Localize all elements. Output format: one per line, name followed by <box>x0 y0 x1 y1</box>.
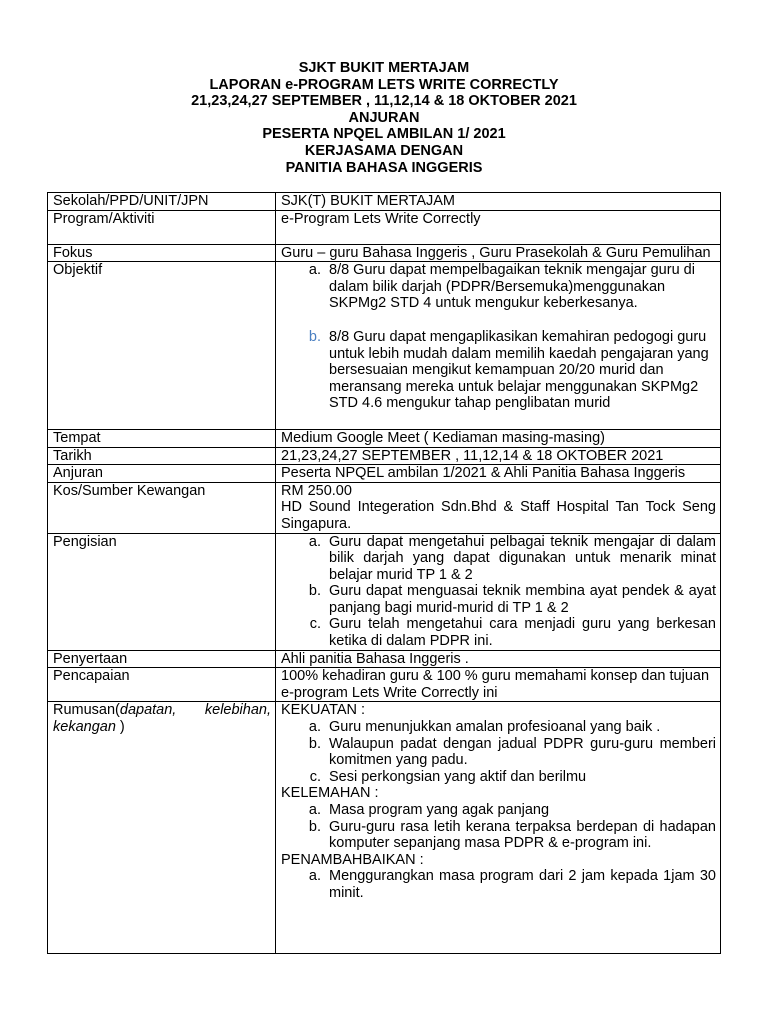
value-fokus: Guru – guru Bahasa Inggeris , Guru Prasekolah & Guru Pemulihan <box>276 244 721 262</box>
row-rumusan <box>48 702 721 954</box>
rumusan-label-italic: dapatan, kelebihan, kekangan <box>53 702 271 736</box>
row-fokus <box>48 244 721 262</box>
row-pencapaian <box>48 668 721 702</box>
label-tempat: Tempat <box>48 429 276 447</box>
report-table <box>47 192 721 954</box>
school-name: SJKT BUKIT MERTAJAM <box>298 60 470 76</box>
value-rumusan <box>276 702 721 954</box>
value-kos <box>276 482 721 533</box>
kekuatan-item-c: c. Sesi perkongsian yang aktif dan berilmu <box>325 769 716 786</box>
pengisian-item-b: b. Guru dapat menguasai teknik membina ayat pendek & ayat panjang bagi murid-murid di TP 1 & 2 <box>325 583 716 616</box>
label-penyertaan: Penyertaan <box>48 650 276 668</box>
report-title: LAPORAN e-PROGRAM LETS WRITE CORRECTLY <box>209 76 559 93</box>
row-pengisian <box>48 533 721 650</box>
report-header <box>0 60 768 176</box>
label-tarikh: Tarikh <box>48 447 276 465</box>
report-dates: 21,23,24,27 SEPTEMBER , 11,12,14 & 18 OKTOBER 2021 <box>191 93 577 110</box>
row-tempat <box>48 429 721 447</box>
objektif-item-b: b. 8/8 Guru dapat mengaplikasikan kemahiran pedogogi guru untuk lebih mudah dalam memilih kaedah pengajaran yang bersesuaian mengikut kemampuan 20/20 murid dan meransang mereka untuk belajar menggunakan SKPMg2 STD 4.6 mengukur tahap penglibatan murid <box>325 329 716 412</box>
pengisian-list <box>281 534 716 650</box>
label-program: Program/Aktiviti <box>48 210 276 244</box>
penambahbaikan-heading: PENAMBAHBAIKAN : <box>281 851 424 868</box>
collaboration-heading: KERJASAMA DENGAN <box>304 142 464 159</box>
value-objektif <box>276 262 721 430</box>
row-objektif <box>48 262 721 430</box>
value-program: e-Program Lets Write Correctly <box>276 210 721 244</box>
kelemahan-item-b: b. Guru-guru rasa letih kerana terpaksa berdepan di hadapan komputer sepanjang masa PDPR & e-program ini. <box>325 819 716 852</box>
objektif-list <box>281 262 716 412</box>
kelemahan-heading: KELEMAHAN : <box>281 785 379 802</box>
rumusan-label-main: Rumusan( <box>53 702 120 719</box>
penambahbaikan-item-a: a. Menggurangkan masa program dari 2 jam kepada 1jam 30 minit. <box>325 868 716 901</box>
kos-sponsor: HD Sound Integeration Sdn.Bhd & Staff Hospital Tan Tock Seng Singapura. <box>281 499 716 532</box>
row-anjuran <box>48 465 721 483</box>
kekuatan-item-b: b. Walaupun padat dengan jadual PDPR guru-guru memberi komitmen yang padu. <box>325 736 716 769</box>
label-fokus: Fokus <box>48 244 276 262</box>
organizer-heading: ANJURAN <box>348 109 420 126</box>
label-rumusan <box>48 702 276 954</box>
objektif-item-a: a. 8/8 Guru dapat mempelbagaikan teknik mengajar guru di dalam bilik darjah (PDPR/Bersemuka)menggunakan SKPMg2 STD 4 untuk mengukur keberkesanya. <box>325 262 716 312</box>
value-anjuran: Peserta NPQEL ambilan 1/2021 & Ahli Panitia Bahasa Inggeris <box>276 465 721 483</box>
kelemahan-item-a: a. Masa program yang agak panjang <box>325 802 716 819</box>
pengisian-item-a: a. Guru dapat mengetahui pelbagai teknik mengajar di dalam bilik darjah yang dapat digunakan untuk menarik minat belajar murid TP 1 & 2 <box>325 534 716 584</box>
value-pencapaian: 100% kehadiran guru & 100 % guru memahami konsep dan tujuan e-program Lets Write Correctly ini <box>276 668 721 702</box>
label-pengisian: Pengisian <box>48 533 276 650</box>
kelemahan-list <box>281 802 716 852</box>
value-sekolah: SJK(T) BUKIT MERTAJAM <box>276 193 721 211</box>
label-kos: Kos/Sumber Kewangan <box>48 482 276 533</box>
kekuatan-heading: KEKUATAN : <box>281 702 366 719</box>
label-anjuran: Anjuran <box>48 465 276 483</box>
value-pengisian <box>276 533 721 650</box>
label-objektif: Objektif <box>48 262 276 430</box>
penambahbaikan-list <box>281 868 716 901</box>
pengisian-item-c: c. Guru telah mengetahui cara menjadi guru yang berkesan ketika di dalam PDPR ini. <box>325 616 716 649</box>
kekuatan-item-a: a. Guru menunjukkan amalan profesioanal yang baik . <box>325 719 716 736</box>
row-kos <box>48 482 721 533</box>
row-tarikh <box>48 447 721 465</box>
rumusan-label-end: ) <box>115 719 125 736</box>
kos-amount: RM 250.00 <box>281 482 352 499</box>
organizer-name: PESERTA NPQEL AMBILAN 1/ 2021 <box>262 126 506 143</box>
label-pencapaian: Pencapaian <box>48 668 276 702</box>
row-sekolah <box>48 193 721 211</box>
label-sekolah: Sekolah/PPD/UNIT/JPN <box>48 193 276 211</box>
value-tempat: Medium Google Meet ( Kediaman masing-masing) <box>276 429 721 447</box>
kekuatan-list <box>281 719 716 785</box>
row-penyertaan <box>48 650 721 668</box>
value-tarikh: 21,23,24,27 SEPTEMBER , 11,12,14 & 18 OKTOBER 2021 <box>276 447 721 465</box>
collaborator-name: PANITIA BAHASA INGGERIS <box>285 159 483 176</box>
row-program <box>48 210 721 244</box>
value-penyertaan: Ahli panitia Bahasa Inggeris . <box>276 650 721 668</box>
